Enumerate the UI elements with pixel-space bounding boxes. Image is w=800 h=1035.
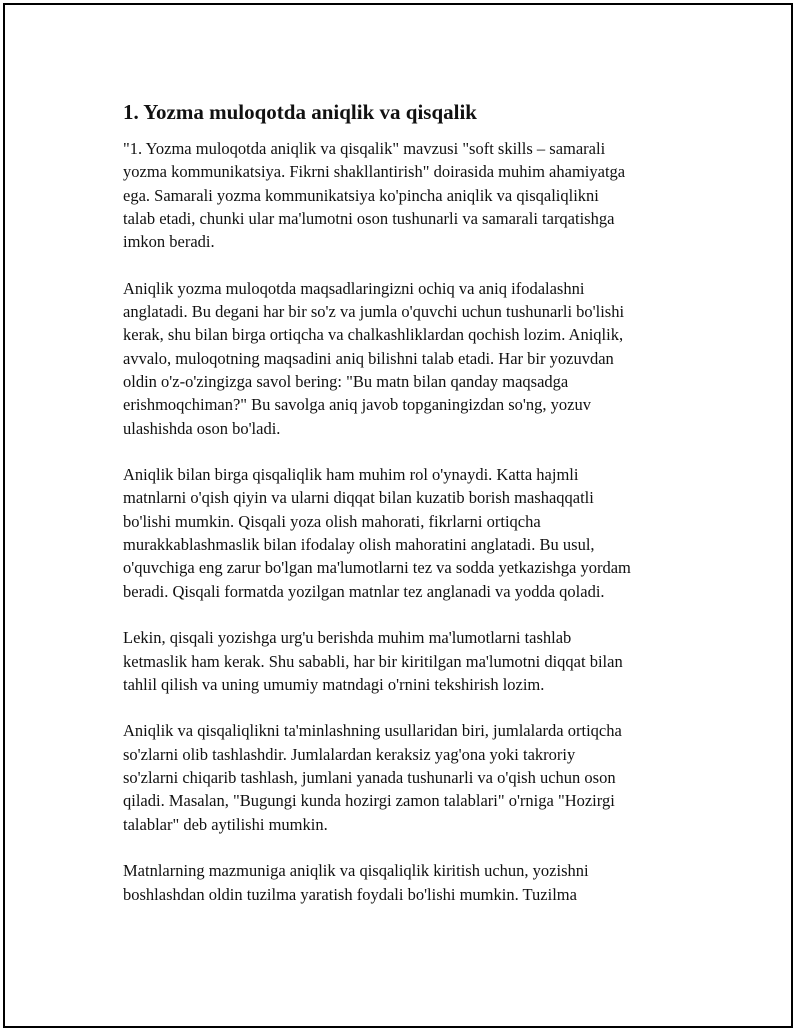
text-line: ulashishda oson bo'ladi. xyxy=(123,418,281,438)
paragraph-3 xyxy=(123,463,703,603)
page-frame xyxy=(3,3,793,1028)
text-line: o'quvchiga eng zarur bo'lgan ma'lumotlarni tez va sodda yetkazishga yordam xyxy=(123,558,631,578)
text-line: "1. Yozma muloqotda aniqlik va qisqalik" mavzusi "soft skills – samarali xyxy=(123,139,606,158)
text-line: oldin o'z-o'zingizga savol bering: "Bu matn bilan qanday maqsadga xyxy=(123,371,569,391)
text-line: yozma kommunikatsiya. Fikrni shakllantirish" doirasida muhim ahamiyatga xyxy=(123,162,626,182)
document-title: 1. Yozma muloqotda aniqlik va qisqalik xyxy=(123,100,477,124)
text-line: ketmaslik ham kerak. Shu sababli, har bir kiritilgan ma'lumotni diqqat bilan xyxy=(123,651,623,671)
paragraph-6 xyxy=(123,859,703,906)
document-body xyxy=(123,99,703,929)
paragraph-4 xyxy=(123,626,703,696)
text-line: beradi. Qisqali formatda yozilgan matnlar tez anglanadi va yodda qoladi. xyxy=(123,581,605,601)
text-line: talab etadi, chunki ular ma'lumotni oson tushunarli va samarali tarqatishga xyxy=(123,208,615,228)
text-line: Aniqlik va qisqaliqlikni ta'minlashning usullaridan biri, jumlalarda ortiqcha xyxy=(123,721,622,741)
text-line: Lekin, qisqali yozishga urg'u berishda muhim ma'lumotlarni tashlab xyxy=(123,628,572,648)
text-line: murakkablashmaslik bilan ifodalay olish mahoratini anglatadi. Bu usul, xyxy=(123,535,595,555)
text-line: bo'lishi mumkin. Qisqali yoza olish mahorati, fikrlarni ortiqcha xyxy=(123,511,541,531)
text-line: so'zlarni olib tashlashdir. Jumlalardan keraksiz yag'ona yoki takroriy xyxy=(123,744,576,764)
text-line: avvalo, muloqotning maqsadini aniq bilishni talab etadi. Har bir yozuvdan xyxy=(123,348,614,368)
text-line: Aniqlik bilan birga qisqaliqlik ham muhim rol o'ynaydi. Katta hajmli xyxy=(123,465,579,485)
text-line: Matnlarning mazmuniga aniqlik va qisqaliqlik kiritish uchun, yozishni xyxy=(123,861,589,881)
paragraph-1 xyxy=(123,137,703,253)
text-line: boshlashdan oldin tuzilma yaratish foydali bo'lishi mumkin. Tuzilma xyxy=(123,884,577,904)
paragraph-2 xyxy=(123,277,703,440)
text-line: qiladi. Masalan, "Bugungi kunda hozirgi zamon talablari" o'rniga "Hozirgi xyxy=(123,791,615,811)
text-line: so'zlarni chiqarib tashlash, jumlani yanada tushunarli va o'qish uchun oson xyxy=(123,768,616,788)
text-line: Aniqlik yozma muloqotda maqsadlaringizni ochiq va aniq ifodalashni xyxy=(123,278,585,298)
text-line: erishmoqchiman?" Bu savolga aniq javob topganingizdan so'ng, yozuv xyxy=(123,395,591,415)
text-line: ega. Samarali yozma kommunikatsiya ko'pincha aniqlik va qisqaliqlikni xyxy=(123,185,599,205)
text-line: anglatadi. Bu degani har bir so'z va jumla o'quvchi uchun tushunarli bo'lishi xyxy=(123,302,625,322)
text-line: tahlil qilish va uning umumiy matndagi o'rnini tekshirish lozim. xyxy=(123,674,545,694)
text-line: imkon beradi. xyxy=(123,232,215,252)
text-line: matnlarni o'qish qiyin va ularni diqqat bilan kuzatib borish mashaqqatli xyxy=(123,488,594,508)
paragraph-5 xyxy=(123,719,703,835)
text-line: kerak, shu bilan birga ortiqcha va chalkashliklardan qochish lozim. Aniqlik, xyxy=(123,325,624,345)
text-line: talablar" deb aytilishi mumkin. xyxy=(123,814,328,834)
